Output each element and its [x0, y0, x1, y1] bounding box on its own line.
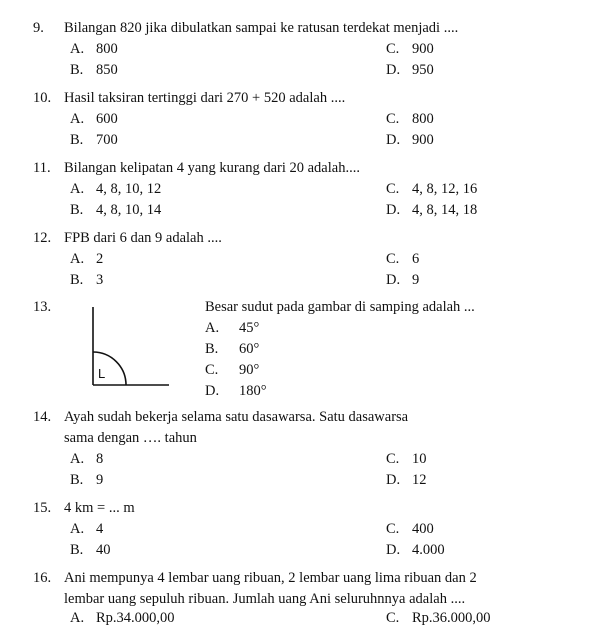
- option-c: [386, 109, 434, 130]
- question-text-continued: sama dengan …. tahun: [64, 430, 197, 446]
- option-d: [205, 381, 267, 402]
- angle-label: L: [98, 366, 106, 381]
- option-a: [70, 109, 118, 130]
- question-text-continued: lembar uang sepuluh ribuan. Jumlah uang Ani seluruhnnya adalah ....: [64, 591, 466, 607]
- question-number: 16.: [33, 570, 52, 586]
- option-value: 800: [412, 111, 434, 127]
- option-a: [70, 608, 175, 629]
- option-value: 9: [412, 272, 420, 288]
- option-value: 950: [412, 62, 434, 78]
- option-b: [70, 60, 118, 81]
- option-label: D.: [386, 202, 401, 218]
- option-value: 180°: [239, 383, 267, 399]
- option-b: [70, 540, 111, 561]
- option-c: [386, 608, 491, 629]
- option-value: 90°: [239, 362, 260, 378]
- option-label: A.: [70, 251, 85, 267]
- option-label: A.: [70, 521, 85, 537]
- option-value: 850: [96, 62, 118, 78]
- option-value: Rp.36.000,00: [412, 610, 491, 626]
- option-a: [70, 249, 103, 270]
- option-label: C.: [386, 41, 400, 57]
- option-a: [70, 39, 118, 60]
- question-text: Bilangan 820 jika dibulatkan sampai ke ratusan terdekat menjadi ....: [64, 20, 459, 36]
- question-text: Besar sudut pada gambar di samping adalah ...: [205, 299, 475, 315]
- option-b: [70, 270, 103, 291]
- option-value: 2: [96, 251, 104, 267]
- question-text: Bilangan kelipatan 4 yang kurang dari 20 adalah....: [64, 160, 360, 176]
- option-b: [205, 339, 259, 360]
- option-d: [386, 130, 434, 151]
- option-value: 900: [412, 132, 434, 148]
- option-a: [70, 449, 103, 470]
- option-value: 900: [412, 41, 434, 57]
- option-value: 800: [96, 41, 118, 57]
- option-value: 10: [412, 451, 427, 467]
- option-label: A.: [205, 320, 220, 336]
- option-b: [70, 200, 161, 221]
- option-value: 6: [412, 251, 420, 267]
- option-value: 4, 8, 14, 18: [412, 202, 478, 218]
- right-angle-figure: [85, 305, 170, 387]
- option-label: B.: [70, 132, 84, 148]
- option-value: 400: [412, 521, 434, 537]
- question-text: FPB dari 6 dan 9 adalah ....: [64, 230, 222, 246]
- option-c: [386, 519, 434, 540]
- option-label: A.: [70, 181, 85, 197]
- question-number: 15.: [33, 500, 52, 516]
- question-number: 10.: [33, 90, 52, 106]
- option-label: C.: [386, 251, 400, 267]
- option-c: [386, 179, 477, 200]
- option-b: [70, 130, 118, 151]
- option-d: [386, 270, 419, 291]
- option-label: C.: [386, 451, 400, 467]
- option-label: D.: [386, 542, 401, 558]
- option-a: [70, 179, 161, 200]
- option-value: 8: [96, 451, 104, 467]
- question-number: 11.: [33, 160, 51, 176]
- option-value: 4, 8, 10, 12: [96, 181, 162, 197]
- option-label: B.: [70, 472, 84, 488]
- option-b: [70, 470, 103, 491]
- option-label: D.: [205, 383, 220, 399]
- option-label: A.: [70, 451, 85, 467]
- option-d: [386, 200, 477, 221]
- option-c: [205, 360, 259, 381]
- option-value: 60°: [239, 341, 260, 357]
- option-d: [386, 60, 434, 81]
- option-label: B.: [70, 542, 84, 558]
- question-number: 13.: [33, 299, 52, 315]
- question-number: 14.: [33, 409, 52, 425]
- option-label: D.: [386, 472, 401, 488]
- option-label: B.: [70, 62, 84, 78]
- option-c: [386, 39, 434, 60]
- option-value: 700: [96, 132, 118, 148]
- option-value: 40: [96, 542, 111, 558]
- option-value: 4, 8, 12, 16: [412, 181, 478, 197]
- option-label: B.: [70, 202, 84, 218]
- question-number: 12.: [33, 230, 52, 246]
- question-text: Ani mempunya 4 lembar uang ribuan, 2 lembar uang lima ribuan dan 2: [64, 570, 477, 586]
- option-value: 9: [96, 472, 104, 488]
- option-c: [386, 249, 419, 270]
- option-label: C.: [386, 610, 400, 626]
- option-label: D.: [386, 132, 401, 148]
- option-value: 12: [412, 472, 427, 488]
- option-label: C.: [386, 521, 400, 537]
- option-d: [386, 540, 445, 561]
- option-c: [386, 449, 427, 470]
- question-number: 9.: [33, 20, 44, 36]
- option-label: A.: [70, 610, 85, 626]
- option-value: 4: [96, 521, 104, 537]
- question-text: Ayah sudah bekerja selama satu dasawarsa. Satu dasawarsa: [64, 409, 409, 425]
- question-text: Hasil taksiran tertinggi dari 270 + 520 adalah ....: [64, 90, 346, 106]
- option-label: C.: [205, 362, 219, 378]
- option-a: [205, 318, 259, 339]
- option-label: A.: [70, 111, 85, 127]
- option-label: B.: [205, 341, 219, 357]
- option-value: 600: [96, 111, 118, 127]
- option-value: 45°: [239, 320, 260, 336]
- option-a: [70, 519, 103, 540]
- option-label: B.: [70, 272, 84, 288]
- option-label: D.: [386, 62, 401, 78]
- option-value: 3: [96, 272, 104, 288]
- option-value: Rp.34.000,00: [96, 610, 175, 626]
- option-label: C.: [386, 181, 400, 197]
- option-label: A.: [70, 41, 85, 57]
- option-value: 4, 8, 10, 14: [96, 202, 162, 218]
- option-value: 4.000: [412, 542, 445, 558]
- option-d: [386, 470, 427, 491]
- option-label: C.: [386, 111, 400, 127]
- question-text: 4 km = ... m: [64, 500, 135, 516]
- option-label: D.: [386, 272, 401, 288]
